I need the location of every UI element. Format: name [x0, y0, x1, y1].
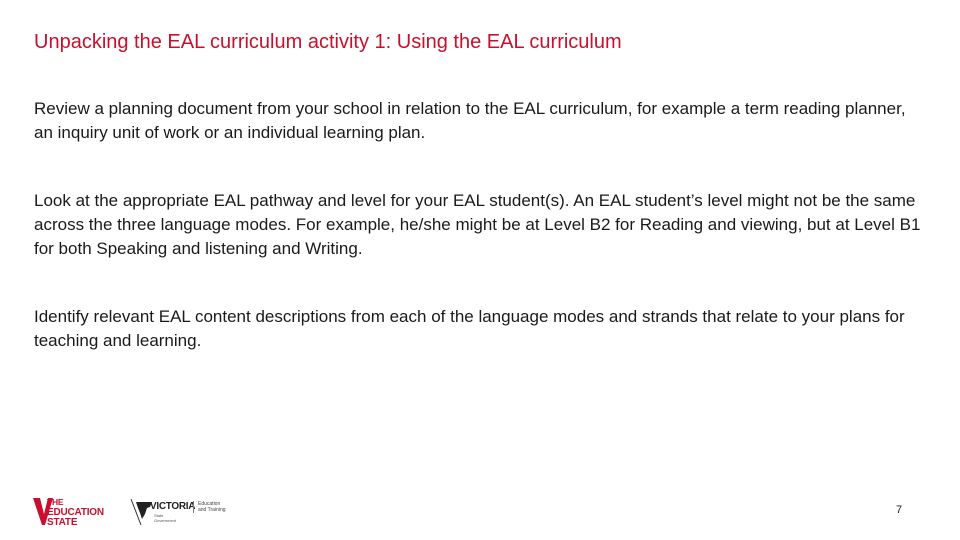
paragraph-pathway: Look at the appropriate EAL pathway and level for your EAL student(s). An EAL student’s level might not be the same across the three language modes. For example, he/she might be at Level B2 for Reading and viewing, but at Level B1 for both Speaking and listening and Writing. — [34, 191, 921, 258]
dept-line2: and Training — [198, 507, 226, 513]
paragraph-identify: Identify relevant EAL content descriptions from each of the language modes and strands that relate to your plans for teaching and learning. — [34, 307, 905, 350]
edstate-line3: STATE — [47, 516, 78, 528]
edstate-line2: EDUCATION — [47, 506, 104, 518]
victoria-wordmark: VICTORIA — [150, 501, 196, 512]
paragraph-review: Review a planning document from your school in relation to the EAL curriculum, for example a term reading planner, an inquiry unit of work or an individual learning plan. — [34, 99, 906, 142]
vic-sub-line1: State — [154, 513, 164, 518]
vic-sub-line2: Government — [154, 517, 177, 523]
dept-line1: Education — [198, 501, 221, 507]
victoria-government-logo — [136, 499, 196, 525]
edstate-line1: THE — [47, 497, 64, 507]
department-label — [193, 501, 226, 513]
slide-title: Unpacking the EAL curriculum activity 1: Using the EAL curriculum — [34, 31, 622, 53]
education-state-logo — [33, 496, 123, 528]
page-number: 7 — [896, 504, 903, 516]
